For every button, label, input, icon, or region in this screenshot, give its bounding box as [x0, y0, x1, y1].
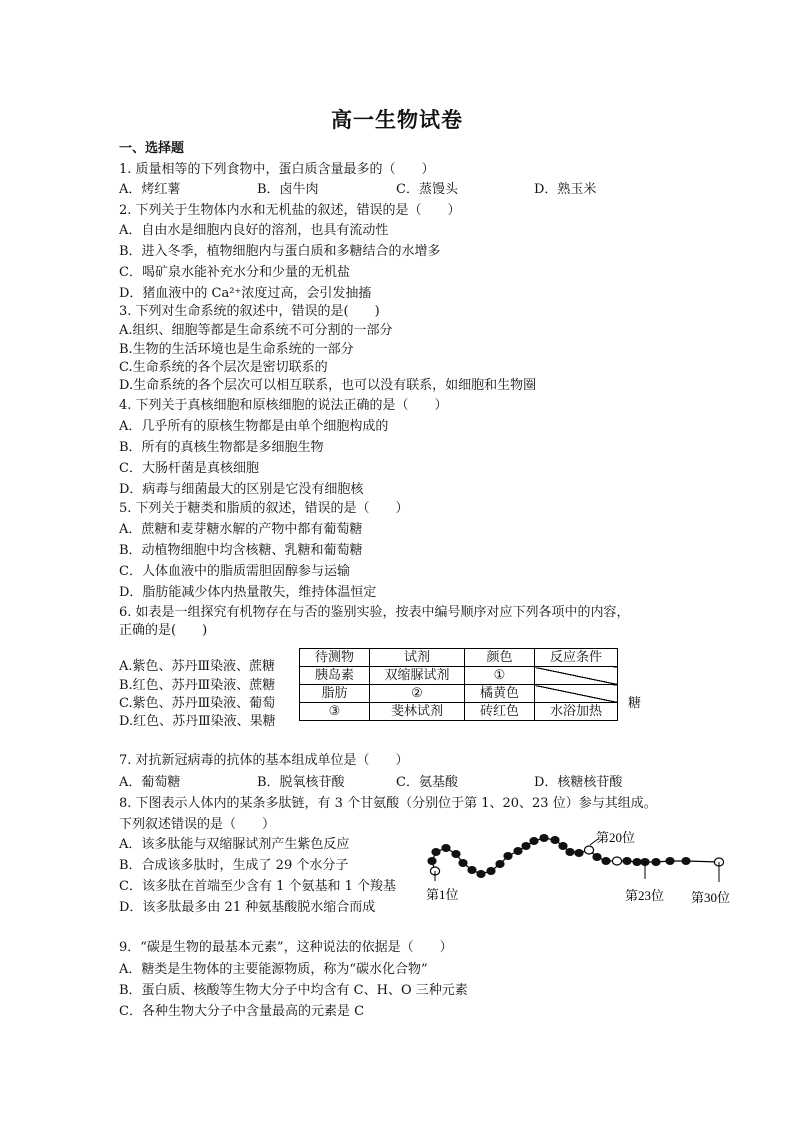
table-cell: ① [465, 667, 535, 685]
section-heading: 一、选择题 [119, 141, 185, 156]
amino-acid-residue [592, 853, 601, 861]
question-6-trailing-text: 糖 [628, 696, 642, 711]
question-5-stem: 5. 下列关于糖类和脂质的叙述，错误的是（ ） [119, 501, 409, 516]
question-2-option-b: B．进入冬季，植物细胞内与蛋白质和多糖结合的水增多 [119, 244, 441, 259]
amino-acid-residue [584, 846, 593, 854]
page-title: 高一生物试卷 [331, 107, 463, 132]
amino-acid-residue [521, 842, 530, 850]
amino-acid-residue [681, 857, 690, 865]
question-8-option-c: C．该多肽在首端至少含有 1 个氨基和 1 个羧基 [119, 879, 397, 894]
question-1-option-a: A．烤红薯 [119, 182, 181, 197]
question-2-option-d: D．猪血液中的 Ca²⁺浓度过高，会引发抽搐 [119, 286, 372, 301]
question-1-option-d: D．熟玉米 [534, 182, 597, 197]
amino-acid-residue [632, 858, 641, 866]
table-cell: 斐林试剂 [370, 703, 465, 721]
question-8-option-d: D．该多肽最多由 21 种氨基酸脱水缩合而成 [119, 900, 376, 915]
question-7-option-a: A．葡萄糖 [119, 775, 181, 790]
table-cell: ② [370, 685, 465, 703]
amino-acid-residue [539, 834, 548, 842]
question-5-option-b: B．动植物细胞中均含核糖、乳糖和葡萄糖 [119, 543, 363, 558]
table-header-cell: 试剂 [370, 649, 465, 667]
table-row [300, 685, 618, 703]
question-1-stem: 1. 质量相等的下列食物中，蛋白质含量最多的（ ） [119, 162, 435, 177]
amino-acid-residue [451, 850, 460, 858]
question-6-stem-line2: 正确的是( ) [119, 623, 208, 638]
table-cell-diagonal [535, 685, 618, 703]
question-8-stem-line1: 8. 下图表示人体内的某条多肽链，有 3 个甘氨酸（分别位于第 1、20、23 位）参与其组成。 [119, 796, 657, 811]
amino-acid-residue [427, 857, 436, 865]
question-8-option-a: A．该多肽能与双缩脲试剂产生紫色反应 [119, 837, 350, 852]
question-2-stem: 2. 下列关于生物体内水和无机盐的叙述，错误的是（ ） [119, 203, 461, 218]
amino-acid-residue [495, 860, 504, 868]
question-3-stem: 3. 下列对生命系统的叙述中，错误的是( ) [119, 304, 380, 319]
amino-acid-residue [651, 858, 660, 866]
table-cell-diagonal [535, 667, 618, 685]
question-3-option-d: D.生命系统的各个层次可以相互联系，也可以没有联系，如细胞和生物圈 [119, 378, 537, 393]
question-4-option-d: D．病毒与细菌最大的区别是它没有细胞核 [119, 482, 364, 497]
question-7-option-d: D．核糖核苷酸 [534, 775, 623, 790]
question-3-option-c: C.生命系统的各个层次是密切联系的 [119, 360, 328, 375]
amino-acid-residue [665, 857, 674, 865]
table-header-cell: 待测物 [300, 649, 370, 667]
table-cell: 双缩脲试剂 [370, 667, 465, 685]
question-9-option-c: C．各种生物大分子中含量最高的元素是 C [119, 1004, 365, 1019]
amino-acid-residue [476, 870, 485, 878]
question-8-stem-line2: 下列叙述错误的是（ ） [119, 817, 276, 832]
question-6-option-b: B.红色、苏丹Ⅲ染液、蔗糖 [119, 678, 276, 693]
question-9-option-b: B．蛋白质、核酸等生物大分子中均含有 C、H、O 三种元素 [119, 983, 468, 998]
question-5-option-d: D．脂肪能减少体内热量散失，维持体温恒定 [119, 585, 377, 600]
question-3-option-a: A.组织、细胞等都是生命系统不可分割的一部分 [119, 323, 393, 338]
question-5-option-a: A．蔗糖和麦芽糖水解的产物中都有葡萄糖 [119, 522, 363, 537]
table-cell: 胰岛素 [300, 667, 370, 685]
question-9-stem: 9．“碳是生物的最基本元素”，这种说法的依据是（ ） [119, 940, 453, 955]
amino-acid-residue [513, 847, 522, 855]
table-header-row [300, 649, 618, 667]
amino-acid-residue [612, 857, 621, 865]
table-cell: 橘黄色 [465, 685, 535, 703]
question-5-option-c: C．人体血液中的脂质需胆固醇参与运输 [119, 564, 350, 579]
question-1-option-c: C．蒸馒头 [396, 182, 458, 197]
amino-acid-residue [458, 859, 467, 867]
amino-acid-residue [467, 866, 476, 874]
amino-acid-residue [486, 867, 495, 875]
figure-label-position-20: 第20位 [596, 830, 636, 845]
table-cell: 砖红色 [465, 703, 535, 721]
figure-label-position-23: 第23位 [625, 888, 665, 903]
figure-label-position-1: 第1位 [426, 887, 459, 902]
question-7-option-b: B．脱氧核苷酸 [257, 775, 345, 790]
question-7-option-c: C．氨基酸 [396, 775, 458, 790]
amino-acid-residue [431, 848, 440, 856]
question-1-option-b: B．卤牛肉 [257, 182, 319, 197]
amino-acid-residue [550, 836, 559, 844]
table-cell: 水浴加热 [535, 703, 618, 721]
amino-acid-residue [565, 848, 574, 856]
question-8-option-b: B．合成该多肽时，生成了 29 个水分子 [119, 858, 349, 873]
question-4-option-b: B．所有的真核生物都是多细胞生物 [119, 440, 324, 455]
table-row [300, 703, 618, 721]
amino-acid-residue [574, 849, 583, 857]
question-4-option-c: C．大肠杆菌是真核细胞 [119, 461, 259, 476]
figure-label-position-30: 第30位 [691, 890, 731, 905]
amino-acid-residue [503, 852, 512, 860]
question-4-option-a: A．几乎所有的原核生物都是由单个细胞构成的 [119, 419, 389, 434]
table-header-cell: 颜色 [465, 649, 535, 667]
question-6-option-d: D.红色、苏丹Ⅲ染液、果糖 [119, 714, 276, 729]
question-7-stem: 7. 对抗新冠病毒的抗体的基本组成单位是（ ） [119, 753, 409, 768]
question-9-option-a: A．糖类是生物体的主要能源物质，称为“碳水化合物” [119, 962, 428, 977]
question-3-option-b: B.生物的生活环境也是生命系统的一部分 [119, 342, 354, 357]
polypeptide-chain-figure [418, 826, 748, 916]
question-6-stem-line1: 6. 如表是一组探究有机物存在与否的鉴别实验，按表中编号顺序对应下列各项中的内容， [119, 605, 630, 620]
amino-acid-residue [601, 857, 610, 865]
amino-acid-residue [529, 837, 538, 845]
question-4-stem: 4. 下列关于真核细胞和原核细胞的说法正确的是（ ） [119, 398, 448, 413]
question-2-option-a: A．自由水是细胞内良好的溶剂，也具有流动性 [119, 223, 389, 238]
amino-acid-residues [427, 834, 723, 878]
table-row [300, 667, 618, 685]
amino-acid-residue [558, 842, 567, 850]
table-cell: 脂肪 [300, 685, 370, 703]
table-cell: ③ [300, 703, 370, 721]
identification-table [299, 648, 618, 721]
question-6-option-a: A.紫色、苏丹Ⅲ染液、蔗糖 [119, 659, 276, 674]
amino-acid-residue [622, 857, 631, 865]
question-2-option-c: C．喝矿泉水能补充水分和少量的无机盐 [119, 265, 350, 280]
question-6-option-c: C.紫色、苏丹Ⅲ染液、葡萄 [119, 696, 276, 711]
table-header-cell: 反应条件 [535, 649, 618, 667]
amino-acid-residue [441, 844, 450, 852]
